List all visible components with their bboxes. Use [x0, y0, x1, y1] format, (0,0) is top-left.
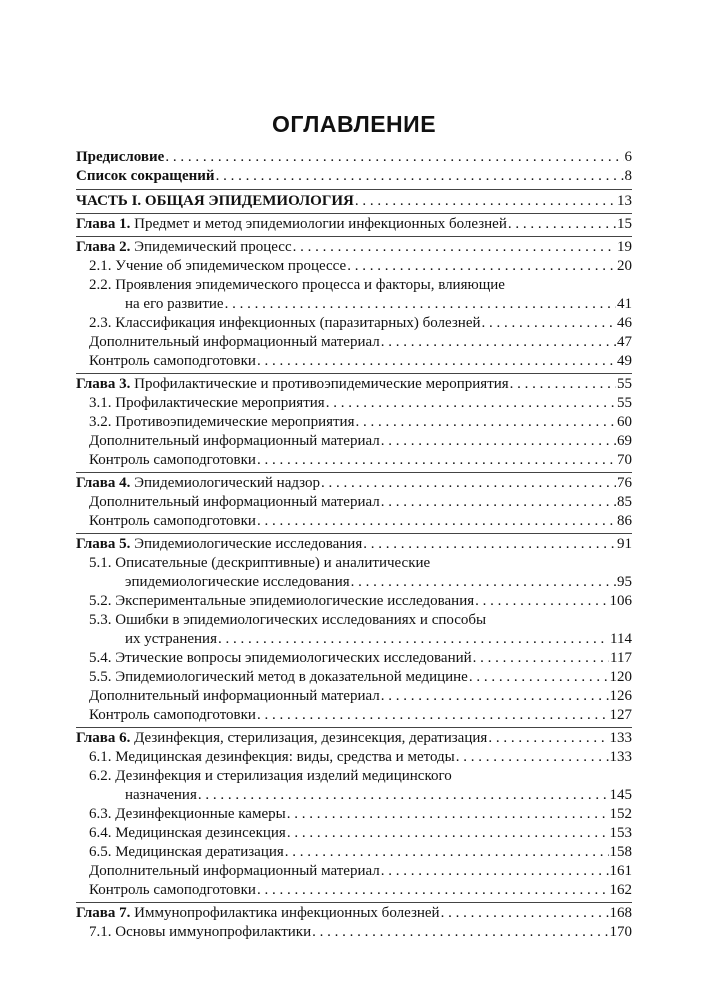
- toc-entry-label: 2.1. Учение об эпидемическом процессе: [89, 258, 347, 274]
- toc-entry-label: Глава 4. Эпидемиологический надзор: [76, 475, 321, 491]
- toc-entry[interactable]: [76, 767, 632, 805]
- page-number: 117: [610, 650, 632, 666]
- dot-leader: [287, 805, 609, 824]
- toc-entry-label: 6.3. Дезинфекционные камеры: [89, 806, 286, 822]
- page-number: 15: [617, 216, 632, 232]
- toc-entry[interactable]: [76, 213, 632, 234]
- toc-entry[interactable]: [76, 843, 632, 862]
- toc-entry[interactable]: [76, 394, 632, 413]
- toc-entry-label: Дополнительный информационный материал: [89, 863, 380, 879]
- toc-entry-label-continued: назначения: [125, 787, 197, 803]
- toc-entry[interactable]: [76, 554, 632, 592]
- page-number: 76: [617, 475, 632, 491]
- dot-leader: [257, 706, 609, 725]
- dot-leader: [165, 148, 623, 167]
- dot-leader: [216, 167, 624, 186]
- dot-leader: [363, 535, 616, 554]
- toc-entry[interactable]: [76, 668, 632, 687]
- page-number: 120: [609, 669, 632, 685]
- dot-leader: [381, 862, 609, 881]
- toc-entry[interactable]: [76, 236, 632, 257]
- toc-page: [76, 100, 632, 942]
- page-number: 133: [609, 749, 632, 765]
- dot-leader: [355, 413, 616, 432]
- chapter-number: Глава 4.: [76, 475, 131, 491]
- toc-entry-label: 5.5. Эпидемиологический метод в доказательной медицине: [89, 669, 468, 685]
- page-number: 6: [624, 149, 632, 165]
- dot-leader: [508, 215, 616, 234]
- page-number: 69: [617, 433, 632, 449]
- dot-leader: [482, 314, 616, 333]
- toc-entry-label: Глава 5. Эпидемиологические исследования: [76, 536, 363, 552]
- toc-entry[interactable]: [76, 373, 632, 394]
- toc-list: [76, 148, 632, 942]
- chapter-number: Глава 1.: [76, 216, 131, 232]
- toc-entry-label: 6.4. Медицинская дезинсекция: [89, 825, 286, 841]
- toc-entry-label: 5.1. Описательные (дескриптивные) и аналитические: [89, 555, 431, 571]
- toc-entry[interactable]: [76, 727, 632, 748]
- page-number: 46: [617, 315, 632, 331]
- toc-entry[interactable]: [76, 592, 632, 611]
- page-number: 91: [617, 536, 632, 552]
- dot-leader: [285, 843, 609, 862]
- dot-leader: [293, 238, 616, 257]
- page-number: 153: [609, 825, 632, 841]
- toc-entry-label: Контроль самоподготовки: [89, 882, 256, 898]
- dot-leader: [475, 592, 608, 611]
- toc-entry-label: Дополнительный информационный материал: [89, 334, 380, 350]
- dot-leader: [381, 687, 609, 706]
- page-number: 20: [617, 258, 632, 274]
- page-number: 47: [617, 334, 632, 350]
- toc-entry[interactable]: [76, 533, 632, 554]
- toc-entry[interactable]: [76, 824, 632, 843]
- toc-entry[interactable]: [76, 923, 632, 942]
- toc-entry-label: Глава 6. Дезинфекция, стерилизация, дезинсекция, дератизация: [76, 730, 488, 746]
- dot-leader: [287, 824, 609, 843]
- toc-entry[interactable]: [76, 167, 632, 186]
- toc-entry-label: Глава 1. Предмет и метод эпидемиологии инфекционных болезней: [76, 216, 507, 232]
- dot-leader: [225, 295, 616, 314]
- dot-leader: [381, 333, 616, 352]
- toc-entry-label: 2.3. Классификация инфекционных (паразитарных) болезней: [89, 315, 481, 331]
- page-number: 170: [609, 924, 632, 940]
- toc-entry[interactable]: [76, 611, 632, 649]
- dot-leader: [326, 394, 616, 413]
- toc-entry-label: Дополнительный информационный материал: [89, 494, 380, 510]
- page-title: ОГЛАВЛЕНИЕ: [271, 111, 437, 137]
- dot-leader: [257, 451, 616, 470]
- toc-entry-label: Контроль самоподготовки: [89, 452, 256, 468]
- page-number: 133: [609, 730, 632, 746]
- toc-entry-label: ЧАСТЬ I. ОБЩАЯ ЭПИДЕМИОЛОГИЯ: [76, 193, 354, 209]
- page-number: 168: [609, 905, 632, 921]
- dot-leader: [381, 432, 616, 451]
- page-number: 55: [617, 376, 632, 392]
- dot-leader: [198, 786, 609, 805]
- page-number: 162: [609, 882, 632, 898]
- toc-entry-label: Контроль самоподготовки: [89, 513, 256, 529]
- toc-entry-label: Контроль самоподготовки: [89, 707, 256, 723]
- toc-entry[interactable]: [76, 413, 632, 432]
- toc-entry[interactable]: [76, 649, 632, 668]
- toc-entry[interactable]: [76, 432, 632, 451]
- page-number: 126: [609, 688, 632, 704]
- dot-leader: [257, 881, 609, 900]
- page-number: 41: [617, 296, 632, 312]
- dot-leader: [510, 375, 616, 394]
- dot-leader: [441, 904, 609, 923]
- toc-entry[interactable]: [76, 276, 632, 314]
- toc-entry-label: 5.2. Экспериментальные эпидемиологические исследования: [89, 593, 475, 609]
- page-number: 55: [617, 395, 632, 411]
- dot-leader: [456, 748, 609, 767]
- page-number: 114: [610, 631, 632, 647]
- toc-entry-label-continued: их устранения: [125, 631, 217, 647]
- toc-entry[interactable]: [76, 189, 632, 211]
- page-number: 70: [617, 452, 632, 468]
- page-number: 86: [617, 513, 632, 529]
- toc-entry-label: 2.2. Проявления эпидемического процесса и факторы, влияющие: [89, 277, 505, 293]
- toc-entry-label: 5.3. Ошибки в эпидемиологических исследованиях и способы: [89, 612, 487, 628]
- toc-entry[interactable]: [76, 687, 632, 706]
- toc-entry-label: Глава 2. Эпидемический процесс: [76, 239, 292, 255]
- toc-entry-label: 6.1. Медицинская дезинфекция: виды, средства и методы: [89, 749, 455, 765]
- page-number: 49: [617, 353, 632, 369]
- chapter-number: Глава 2.: [76, 239, 131, 255]
- toc-entry-label: Список сокращений: [76, 168, 215, 184]
- page-number: 85: [617, 494, 632, 510]
- toc-entry[interactable]: [76, 451, 632, 470]
- toc-entry[interactable]: [76, 862, 632, 881]
- dot-leader: [257, 352, 616, 371]
- dot-leader: [347, 257, 616, 276]
- toc-entry-label: 3.1. Профилактические мероприятия: [89, 395, 325, 411]
- dot-leader: [257, 512, 616, 531]
- toc-entry[interactable]: [76, 805, 632, 824]
- toc-entry-label: 3.2. Противоэпидемические мероприятия: [89, 414, 355, 430]
- page-number: 152: [609, 806, 632, 822]
- toc-entry-label: 6.5. Медицинская дератизация: [89, 844, 284, 860]
- page-number: 145: [609, 787, 632, 803]
- dot-leader: [473, 649, 609, 668]
- toc-entry[interactable]: [76, 314, 632, 333]
- toc-entry-label-continued: на его развитие: [125, 296, 224, 312]
- dot-leader: [381, 493, 616, 512]
- dot-leader: [469, 668, 609, 687]
- page-number: 13: [617, 193, 632, 209]
- toc-entry-label: Глава 7. Иммунопрофилактика инфекционных болезней: [76, 905, 440, 921]
- toc-entry-label: 7.1. Основы иммунопрофилактики: [89, 924, 312, 940]
- toc-entry[interactable]: [76, 148, 632, 167]
- toc-entry[interactable]: [76, 352, 632, 371]
- toc-entry-label: 5.4. Этические вопросы эпидемиологических исследований: [89, 650, 472, 666]
- toc-entry[interactable]: [76, 706, 632, 725]
- chapter-number: Глава 6.: [76, 730, 131, 746]
- toc-entry-label: Глава 3. Профилактические и противоэпидемические мероприятия: [76, 376, 509, 392]
- chapter-number: Глава 3.: [76, 376, 131, 392]
- toc-entry[interactable]: [76, 472, 632, 493]
- dot-leader: [355, 192, 616, 211]
- dot-leader: [312, 923, 608, 942]
- page-number: 106: [609, 593, 632, 609]
- toc-entry[interactable]: [76, 748, 632, 767]
- toc-entry[interactable]: [76, 333, 632, 352]
- dot-leader: [488, 729, 608, 748]
- dot-leader: [218, 630, 609, 649]
- chapter-number: Глава 5.: [76, 536, 131, 552]
- toc-entry[interactable]: [76, 493, 632, 512]
- dot-leader: [351, 573, 616, 592]
- page-number: 19: [617, 239, 632, 255]
- toc-entry[interactable]: [76, 902, 632, 923]
- page-number: 161: [609, 863, 632, 879]
- page-number: 127: [609, 707, 632, 723]
- toc-entry-label-continued: эпидемиологические исследования: [125, 574, 350, 590]
- page-number: 8: [624, 168, 632, 184]
- toc-entry[interactable]: [76, 512, 632, 531]
- toc-entry-label: Дополнительный информационный материал: [89, 688, 380, 704]
- page-number: 158: [609, 844, 632, 860]
- page-number: 60: [617, 414, 632, 430]
- toc-entry-label: Предисловие: [76, 149, 165, 165]
- toc-entry-label: Дополнительный информационный материал: [89, 433, 380, 449]
- chapter-number: Глава 7.: [76, 905, 131, 921]
- toc-entry-label: Контроль самоподготовки: [89, 353, 256, 369]
- page-number: 95: [617, 574, 632, 590]
- toc-entry-label: 6.2. Дезинфекция и стерилизация изделий медицинского: [89, 768, 452, 784]
- toc-entry[interactable]: [76, 881, 632, 900]
- dot-leader: [321, 474, 616, 493]
- toc-entry[interactable]: [76, 257, 632, 276]
